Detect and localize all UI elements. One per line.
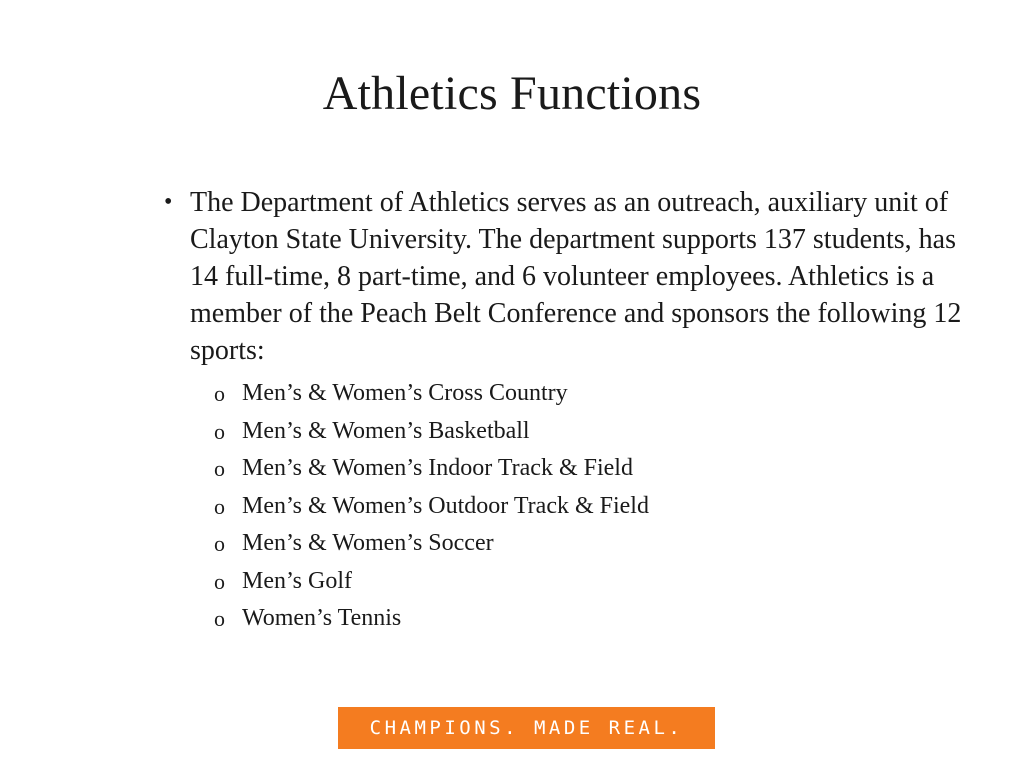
sub-bullet-marker-icon: o (214, 531, 225, 556)
sport-name: Women’s Tennis (242, 605, 402, 631)
sports-list-item (214, 563, 980, 601)
sports-list-item (214, 375, 980, 413)
sports-list-item (214, 450, 980, 488)
sub-bullet-marker-icon: o (214, 493, 225, 519)
sports-list-item (214, 488, 980, 526)
sports-list-item (214, 413, 980, 451)
sports-list (160, 375, 980, 638)
sports-list-item (214, 600, 980, 638)
footer-tagline: CHAMPIONS. MADE REAL. (369, 717, 684, 739)
main-bullet (160, 184, 980, 369)
sport-name: Men’s & Women’s Basketball (242, 417, 530, 444)
sub-bullet-marker-icon: o (214, 568, 225, 594)
sub-bullet-marker-icon: o (214, 456, 225, 481)
sub-bullet-marker-icon: o (214, 418, 225, 444)
sub-bullet-marker-icon: o (214, 381, 225, 406)
sport-name: Men’s Golf (242, 567, 352, 594)
sport-name: Men’s & Women’s Cross Country (242, 380, 568, 406)
sport-name: Men’s & Women’s Indoor Track & Field (242, 455, 633, 481)
bullet-paragraph: The Department of Athletics serves as an outreach, auxiliary unit of Clayton State University. The department supports 137 students, has 14 full-time, 8 part-time, and 6 volunteer employees. Athletics is a member of the Peach Belt Conference and sponsors the following 12 sports: (190, 187, 962, 366)
sport-name: Men’s & Women’s Outdoor Track & Field (242, 492, 649, 519)
slide-title: Athletics Functions (322, 67, 702, 120)
sports-list-item (214, 525, 980, 563)
sub-bullet-marker-icon: o (214, 606, 225, 631)
sport-name: Men’s & Women’s Soccer (242, 530, 494, 556)
slide-body (160, 184, 980, 638)
bullet-dot-icon: • (164, 189, 173, 215)
footer-banner (338, 707, 715, 749)
